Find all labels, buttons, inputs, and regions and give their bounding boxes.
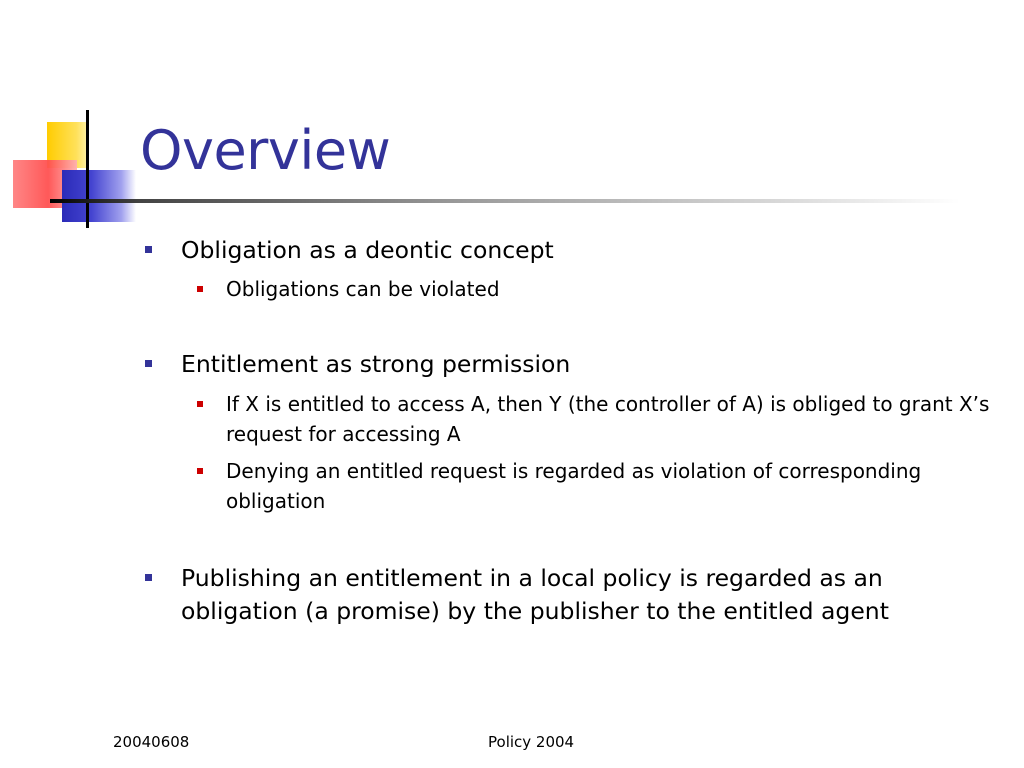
bullet-item [181, 348, 981, 381]
bullet-item [181, 562, 961, 628]
square-bullet-icon [197, 286, 203, 292]
sub-bullet-item [226, 389, 996, 449]
blue-square-decoration [62, 170, 136, 222]
footer-title: Policy 2004 [488, 733, 575, 751]
vertical-rule [86, 110, 89, 228]
bullet-text: Entitlement as strong permission [181, 350, 571, 378]
square-bullet-icon [145, 246, 152, 253]
footer-date: 20040608 [113, 733, 190, 751]
title-underline-rule [50, 199, 960, 203]
sub-bullet-text: Denying an entitled request is regarded as violation of corresponding obligation [226, 459, 922, 513]
bullet-text: Publishing an entitlement in a local policy is regarded as an obligation (a promise) by the publisher to the entitled agent [181, 564, 889, 625]
square-bullet-icon [145, 360, 152, 367]
sub-bullet-item [226, 274, 996, 304]
bullet-text: Obligation as a deontic concept [181, 236, 554, 264]
square-bullet-icon [197, 401, 203, 407]
sub-bullet-text: If X is entitled to access A, then Y (the controller of A) is obliged to grant X’s request for accessing A [226, 392, 990, 446]
square-bullet-icon [145, 574, 152, 581]
bullet-item [181, 234, 981, 267]
sub-bullet-item [226, 456, 996, 516]
square-bullet-icon [197, 468, 203, 474]
sub-bullet-text: Obligations can be violated [226, 277, 500, 301]
slide-title: Overview [140, 119, 391, 182]
